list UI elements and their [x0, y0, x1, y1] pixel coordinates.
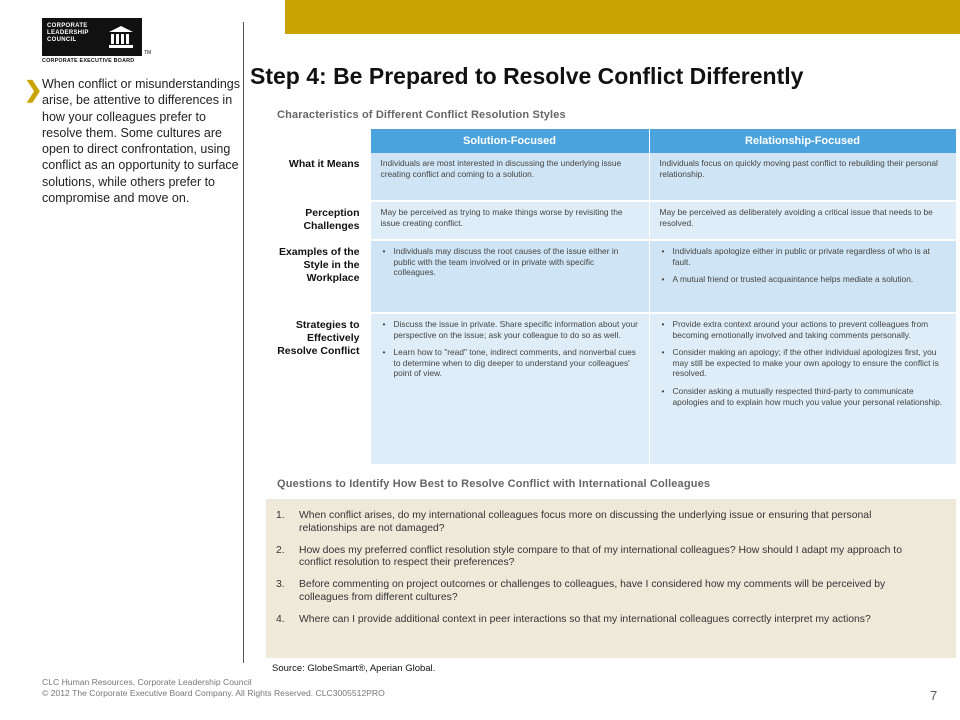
table-row: [270, 201, 956, 240]
table-cell: May be perceived as deliberately avoiding a critical issue that needs to be resolved.: [649, 201, 956, 240]
list-item: • Individuals may discuss the root causes of the issue either in public with the team involved or in private with specific colleagues.: [394, 246, 639, 278]
row-label: Strategies to Effectively Resolve Conflict: [270, 313, 370, 465]
list-item: [276, 579, 926, 605]
logo-wordmark: [47, 23, 89, 45]
table-corner: [270, 129, 370, 153]
footer-copyright: © 2012 The Corporate Executive Board Company. All Rights Reserved. CLC3005512PRO: [42, 688, 385, 698]
table-row: [270, 240, 956, 313]
characteristics-heading: Characteristics of Different Conflict Resolution Styles: [277, 109, 566, 121]
logo-line-3: COUNCIL: [47, 37, 77, 44]
source-note: Source: GlobeSmart®, Aperian Global.: [272, 663, 436, 674]
bullet-list: [381, 319, 639, 379]
table-cell: [649, 313, 956, 465]
chevron-right-icon: ❯: [24, 77, 43, 102]
table-cell: May be perceived as trying to make things worse by revisiting the issue creating conflict.: [370, 201, 649, 240]
question-text: When conflict arises, do my international colleagues focus more on discussing the underlying issue or ensuring that personal relationships are not damaged?: [299, 510, 872, 534]
question-number: 4.: [276, 613, 285, 625]
question-text: How does my preferred conflict resolution style compare to that of my international colleagues? How should I adapt my approach to conflict resolution to respect their preferences?: [299, 544, 902, 569]
table-cell: Individuals focus on quickly moving past conflict to rebuilding their personal relationship.: [649, 153, 956, 201]
list-item: [276, 510, 926, 536]
questions-panel: [266, 499, 956, 658]
list-item: • Individuals apologize either in public or private regardless of who is at fault.: [673, 246, 946, 267]
footer: [42, 677, 385, 699]
row-label: Examples of the Style in the Workplace: [270, 240, 370, 313]
list-item: • Consider asking a mutually respected third-party to communicate apologies and to explain how much you value your personal relationship.: [673, 386, 946, 407]
bullet-list: [381, 246, 639, 278]
list-item: • Provide extra context around your actions to prevent colleagues from becoming emotionally involved and taking comments personally.: [673, 319, 946, 340]
question-text: Where can I provide additional context in peer interactions so that my international colleagues correctly interpret my actions?: [299, 613, 871, 625]
list-item: • Consider making an apology; if the other individual apologizes first, you may still be expected to make your own apology to ensure the conflict is resolved.: [673, 347, 946, 379]
list-item: • A mutual friend or trusted acquaintance helps mediate a solution.: [673, 274, 946, 285]
question-number: 2.: [276, 544, 285, 556]
table-row: [270, 153, 956, 201]
column-header-solution: Solution-Focused: [370, 129, 649, 153]
vertical-divider: [243, 22, 244, 663]
bullet-list: [660, 319, 946, 407]
table-cell: Individuals are most interested in discussing the underlying issue creating conflict and coming to a solution.: [370, 153, 649, 201]
logo-line-2: LEADERSHIP: [47, 30, 89, 37]
page-number: 7: [930, 688, 938, 703]
row-label: What it Means: [270, 153, 370, 201]
list-item: • Learn how to "read" tone, indirect comments, and nonverbal cues to determine when to dig deeper to understand your colleagues' point of view.: [394, 347, 639, 379]
row-label: Perception Challenges: [270, 201, 370, 240]
logo-subtitle: CORPORATE EXECUTIVE BOARD: [42, 58, 135, 64]
table-cell: [370, 313, 649, 465]
question-number: 3.: [276, 579, 285, 591]
building-columns-icon: [106, 22, 136, 52]
list-item: [276, 545, 926, 571]
clc-logo: [42, 18, 142, 56]
header-accent-band: [285, 0, 960, 34]
logo-trademark: TM: [144, 50, 152, 56]
questions-heading: Questions to Identify How Best to Resolve Conflict with International Colleagues: [277, 478, 711, 490]
column-header-relationship: Relationship-Focused: [649, 129, 956, 153]
question-number: 1.: [276, 510, 285, 521]
conflict-styles-table: [270, 129, 957, 466]
questions-list: [276, 510, 926, 636]
footer-line-1: CLC Human Resources, Corporate Leadership Council: [42, 677, 252, 687]
table-cell: [370, 240, 649, 313]
sidebar-intro-text: When conflict or misunderstandings arise, be attentive to differences in how your colleagues prefer to resolve them. Some cultures are open to direct confrontation, using conflict as an opportunity to surface solutions, while others prefer to compromise and move on.: [42, 77, 241, 206]
table-row: [270, 313, 956, 465]
logo-line-1: CORPORATE: [47, 23, 88, 29]
bullet-list: [660, 246, 946, 285]
table-cell: [649, 240, 956, 313]
question-text: Before commenting on project outcomes or challenges to colleagues, have I considered how my comments will be perceived by colleagues from different cultures?: [299, 579, 886, 603]
list-item: • Discuss the issue in private. Share specific information about your perspective on the issue; ask your colleague to do so as well.: [394, 319, 639, 340]
list-item: [276, 614, 926, 627]
page-title: Step 4: Be Prepared to Resolve Conflict Differently: [250, 63, 804, 89]
